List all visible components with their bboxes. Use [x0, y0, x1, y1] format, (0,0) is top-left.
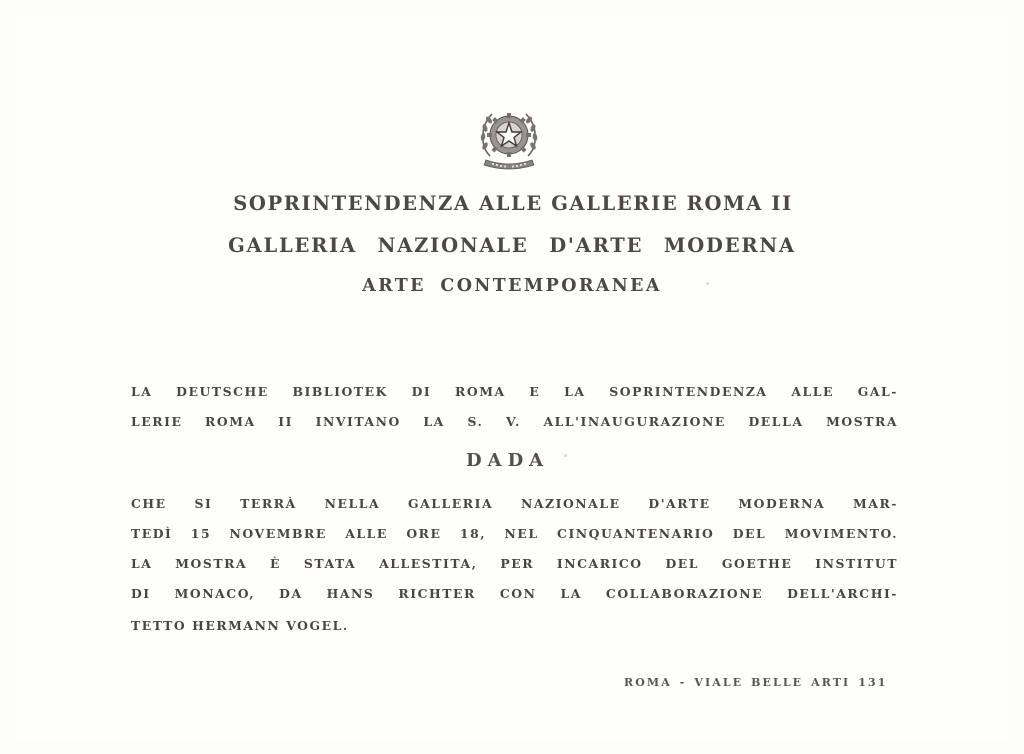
detail-line: CHE SI TERRÀ NELLA GALLERIA NAZIONALE D'ARTE MODERNA MAR- — [131, 496, 898, 511]
intro-line: LA DEUTSCHE BIBLIOTEK DI ROMA E LA SOPRINTENDENZA ALLE GAL- — [131, 384, 898, 399]
paper-speck — [706, 282, 709, 285]
gallery-heading: GALLERIA NAZIONALE D'ARTE MODERNA — [228, 234, 796, 257]
department-heading: ARTE CONTEMPORANEA — [362, 276, 662, 296]
italian-republic-emblem-icon — [476, 104, 542, 172]
paper-speck — [564, 454, 567, 457]
detail-line: TEDÌ 15 NOVEMBRE ALLE ORE 18, NEL CINQUANTENARIO DEL MOVIMENTO. — [131, 526, 898, 541]
detail-line: TETTO HERMANN VOGEL. — [131, 618, 349, 633]
intro-line: LERIE ROMA II INVITANO LA S. V. ALL'INAUGURAZIONE DELLA MOSTRA — [131, 414, 898, 429]
issuer-heading: SOPRINTENDENZA ALLE GALLERIE ROMA II — [233, 192, 793, 215]
venue-address: ROMA - VIALE BELLE ARTI 131 — [624, 676, 888, 689]
detail-line: DI MONACO, DA HANS RICHTER CON LA COLLABORAZIONE DELL'ARCHI- — [131, 586, 898, 601]
detail-line: LA MOSTRA È STATA ALLESTITA, PER INCARICO DEL GOETHE INSTITUT — [131, 556, 898, 571]
exhibition-title: DADA — [466, 450, 550, 471]
invitation-card — [14, 14, 1010, 740]
